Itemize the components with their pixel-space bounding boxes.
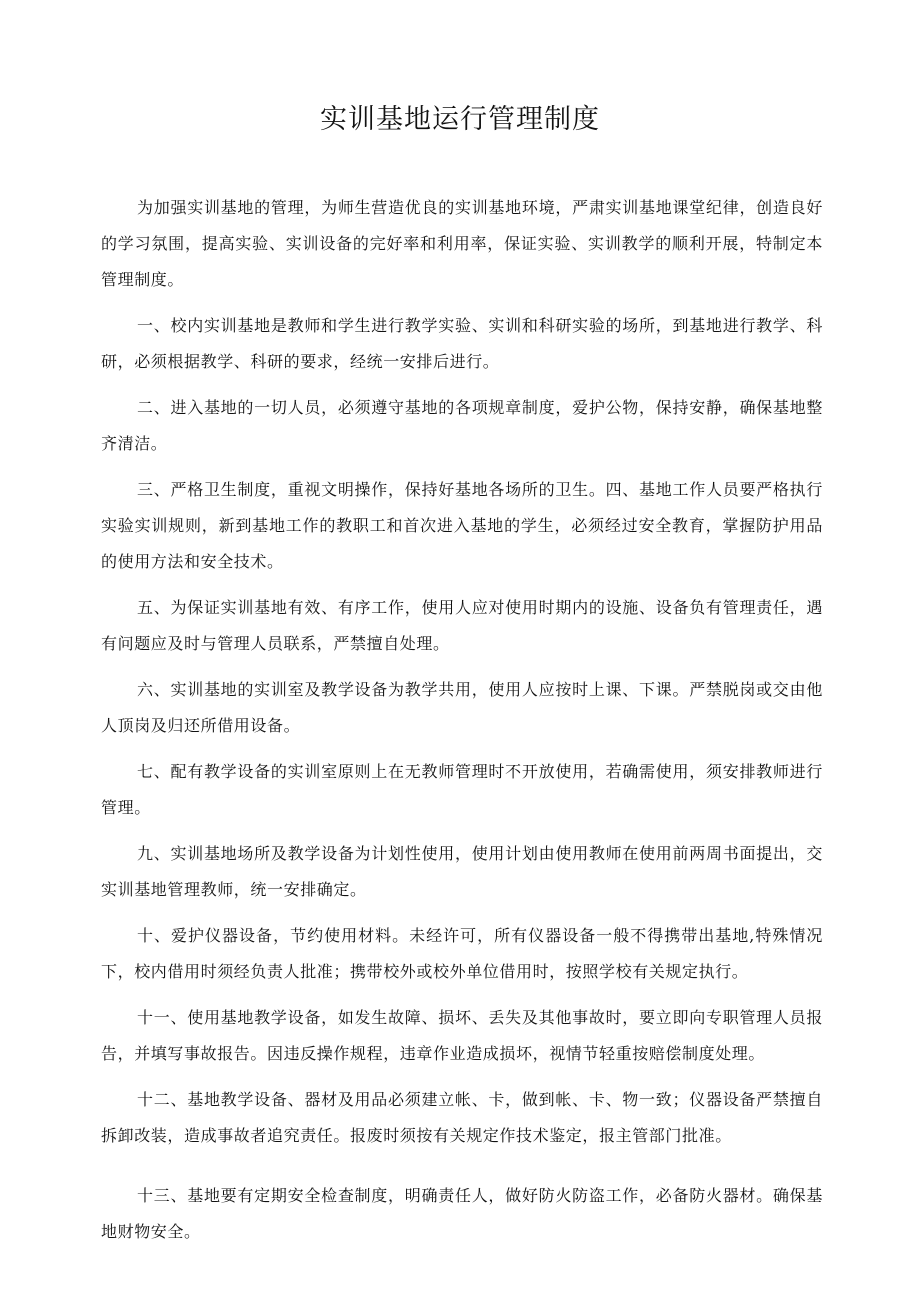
paragraph-rule-13: 十三、基地要有定期安全检查制度，明确责任人，做好防火防盗工作，必备防火器材。确保基地财物安全。 — [101, 1186, 823, 1241]
paragraph-rule-9: 九、实训基地场所及教学设备为计划性使用，使用计划由使用教师在使用前两周书面提出，交实训基地管理教师，统一安排确定。 — [101, 844, 823, 899]
paragraph-intro: 为加强实训基地的管理，为师生营造优良的实训基地环境，严肃实训基地课堂纪律，创造良好的学习氛围，提高实验、实训设备的完好率和利用率，保证实验、实训教学的顺利开展，特制定本管理制度。 — [101, 198, 823, 289]
paragraph-rule-5: 五、为保证实训基地有效、有序工作，使用人应对使用时期内的设施、设备负有管理责任，遇有问题应及时与管理人员联系，严禁擅自处理。 — [101, 598, 823, 653]
paragraph-rule-7: 七、配有教学设备的实训室原则上在无教师管理时不开放使用，若确需使用，须安排教师进行管理。 — [101, 762, 823, 817]
document-title: 实训基地运行管理制度 — [320, 104, 600, 135]
paragraph-rule-6: 六、实训基地的实训室及教学设备为教学共用，使用人应按时上课、下课。严禁脱岗或交由他人顶岗及归还所借用设备。 — [101, 680, 823, 735]
paragraph-rule-11: 十一、使用基地教学设备，如发生故障、损坏、丢失及其他事故时，要立即向专职管理人员报告，并填写事故报告。因违反操作规程，违章作业造成损坏，视情节轻重按赔偿制度处理。 — [101, 1008, 823, 1063]
paragraph-rule-3-4: 三、严格卫生制度，重视文明操作，保持好基地各场所的卫生。四、基地工作人员要严格执行实验实训规则，新到基地工作的教职工和首次进入基地的学生，必须经过安全教育，掌握防护用品的使用方法和安全技术。 — [101, 480, 823, 571]
document-body — [101, 190, 823, 1260]
paragraph-rule-10: 十、爱护仪器设备，节约使用材料。未经许可，所有仪器设备一般不得携带出基地,特殊情况下，校内借用时须经负责人批准；携带校外或校外单位借用时，按照学校有关规定执行。 — [101, 926, 823, 981]
paragraph-rule-2: 二、进入基地的一切人员，必须遵守基地的各项规章制度，爱护公物，保持安静，确保基地整齐清洁。 — [101, 398, 823, 453]
paragraph-rule-12: 十二、基地教学设备、器材及用品必须建立帐、卡，做到帐、卡、物一致；仪器设备严禁擅自拆卸改装，造成事故者追究责任。报废时须按有关规定作技术鉴定，报主管部门批准。 — [101, 1090, 823, 1145]
paragraph-rule-1: 一、校内实训基地是教师和学生进行教学实验、实训和科研实验的场所，到基地进行教学、科研，必须根据教学、科研的要求，经统一安排后进行。 — [101, 316, 823, 371]
